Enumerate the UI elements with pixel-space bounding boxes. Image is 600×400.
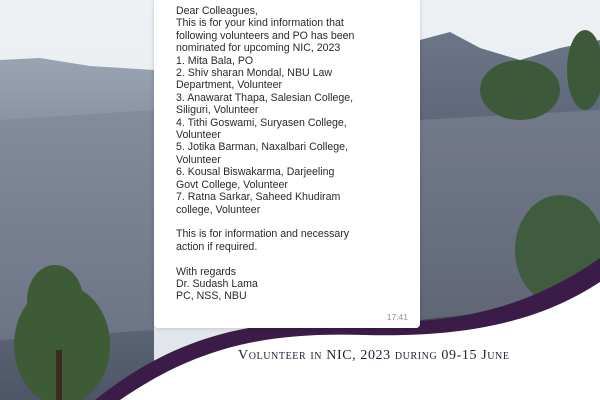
nominee-line: 6. Kousal Biswakarma, Darjeeling xyxy=(176,166,335,179)
spacer xyxy=(176,253,410,265)
spacer xyxy=(176,216,410,228)
message-body xyxy=(176,5,410,303)
nominee-line: Govt College, Volunteer xyxy=(176,178,288,191)
nominee-line: Volunteer xyxy=(176,129,221,142)
banner-caption: Volunteer in NIC, 2023 during 09-15 June xyxy=(238,348,510,363)
message-timestamp: 17:41 xyxy=(386,312,408,322)
nominee-line: Volunteer xyxy=(176,153,221,166)
nominee-line: 3. Anawarat Thapa, Salesian College, xyxy=(176,91,354,104)
nominee-line: 1. Mita Bala, PO xyxy=(176,54,254,67)
nominee-line: 4. Tithi Goswami, Suryasen College, xyxy=(176,116,347,129)
nominee-line: Siliguri, Volunteer xyxy=(176,104,259,117)
nominee-line: Department, Volunteer xyxy=(176,79,282,92)
intro-line: following volunteers and PO has been xyxy=(176,29,355,42)
signature-line: With regards xyxy=(176,265,237,278)
nominee-line: 5. Jotika Barman, Naxalbari College, xyxy=(176,141,348,154)
intro-line: nominated for upcoming NIC, 2023 xyxy=(176,42,341,55)
signature-line: PC, NSS, NBU xyxy=(176,290,247,303)
closing-line: action if required. xyxy=(176,240,258,253)
intro-line: This is for your kind information that xyxy=(176,17,344,30)
closing-line: This is for information and necessary xyxy=(176,228,350,241)
nominee-line: college, Volunteer xyxy=(176,203,261,216)
message-bubble xyxy=(154,0,420,328)
nominee-line: 2. Shiv sharan Mondal, NBU Law xyxy=(176,67,333,80)
signature-line: Dr. Sudash Lama xyxy=(176,277,258,290)
greeting-line: Dear Colleagues, xyxy=(176,5,258,17)
nominee-line: 7. Ratna Sarkar, Saheed Khudiram xyxy=(176,191,341,204)
